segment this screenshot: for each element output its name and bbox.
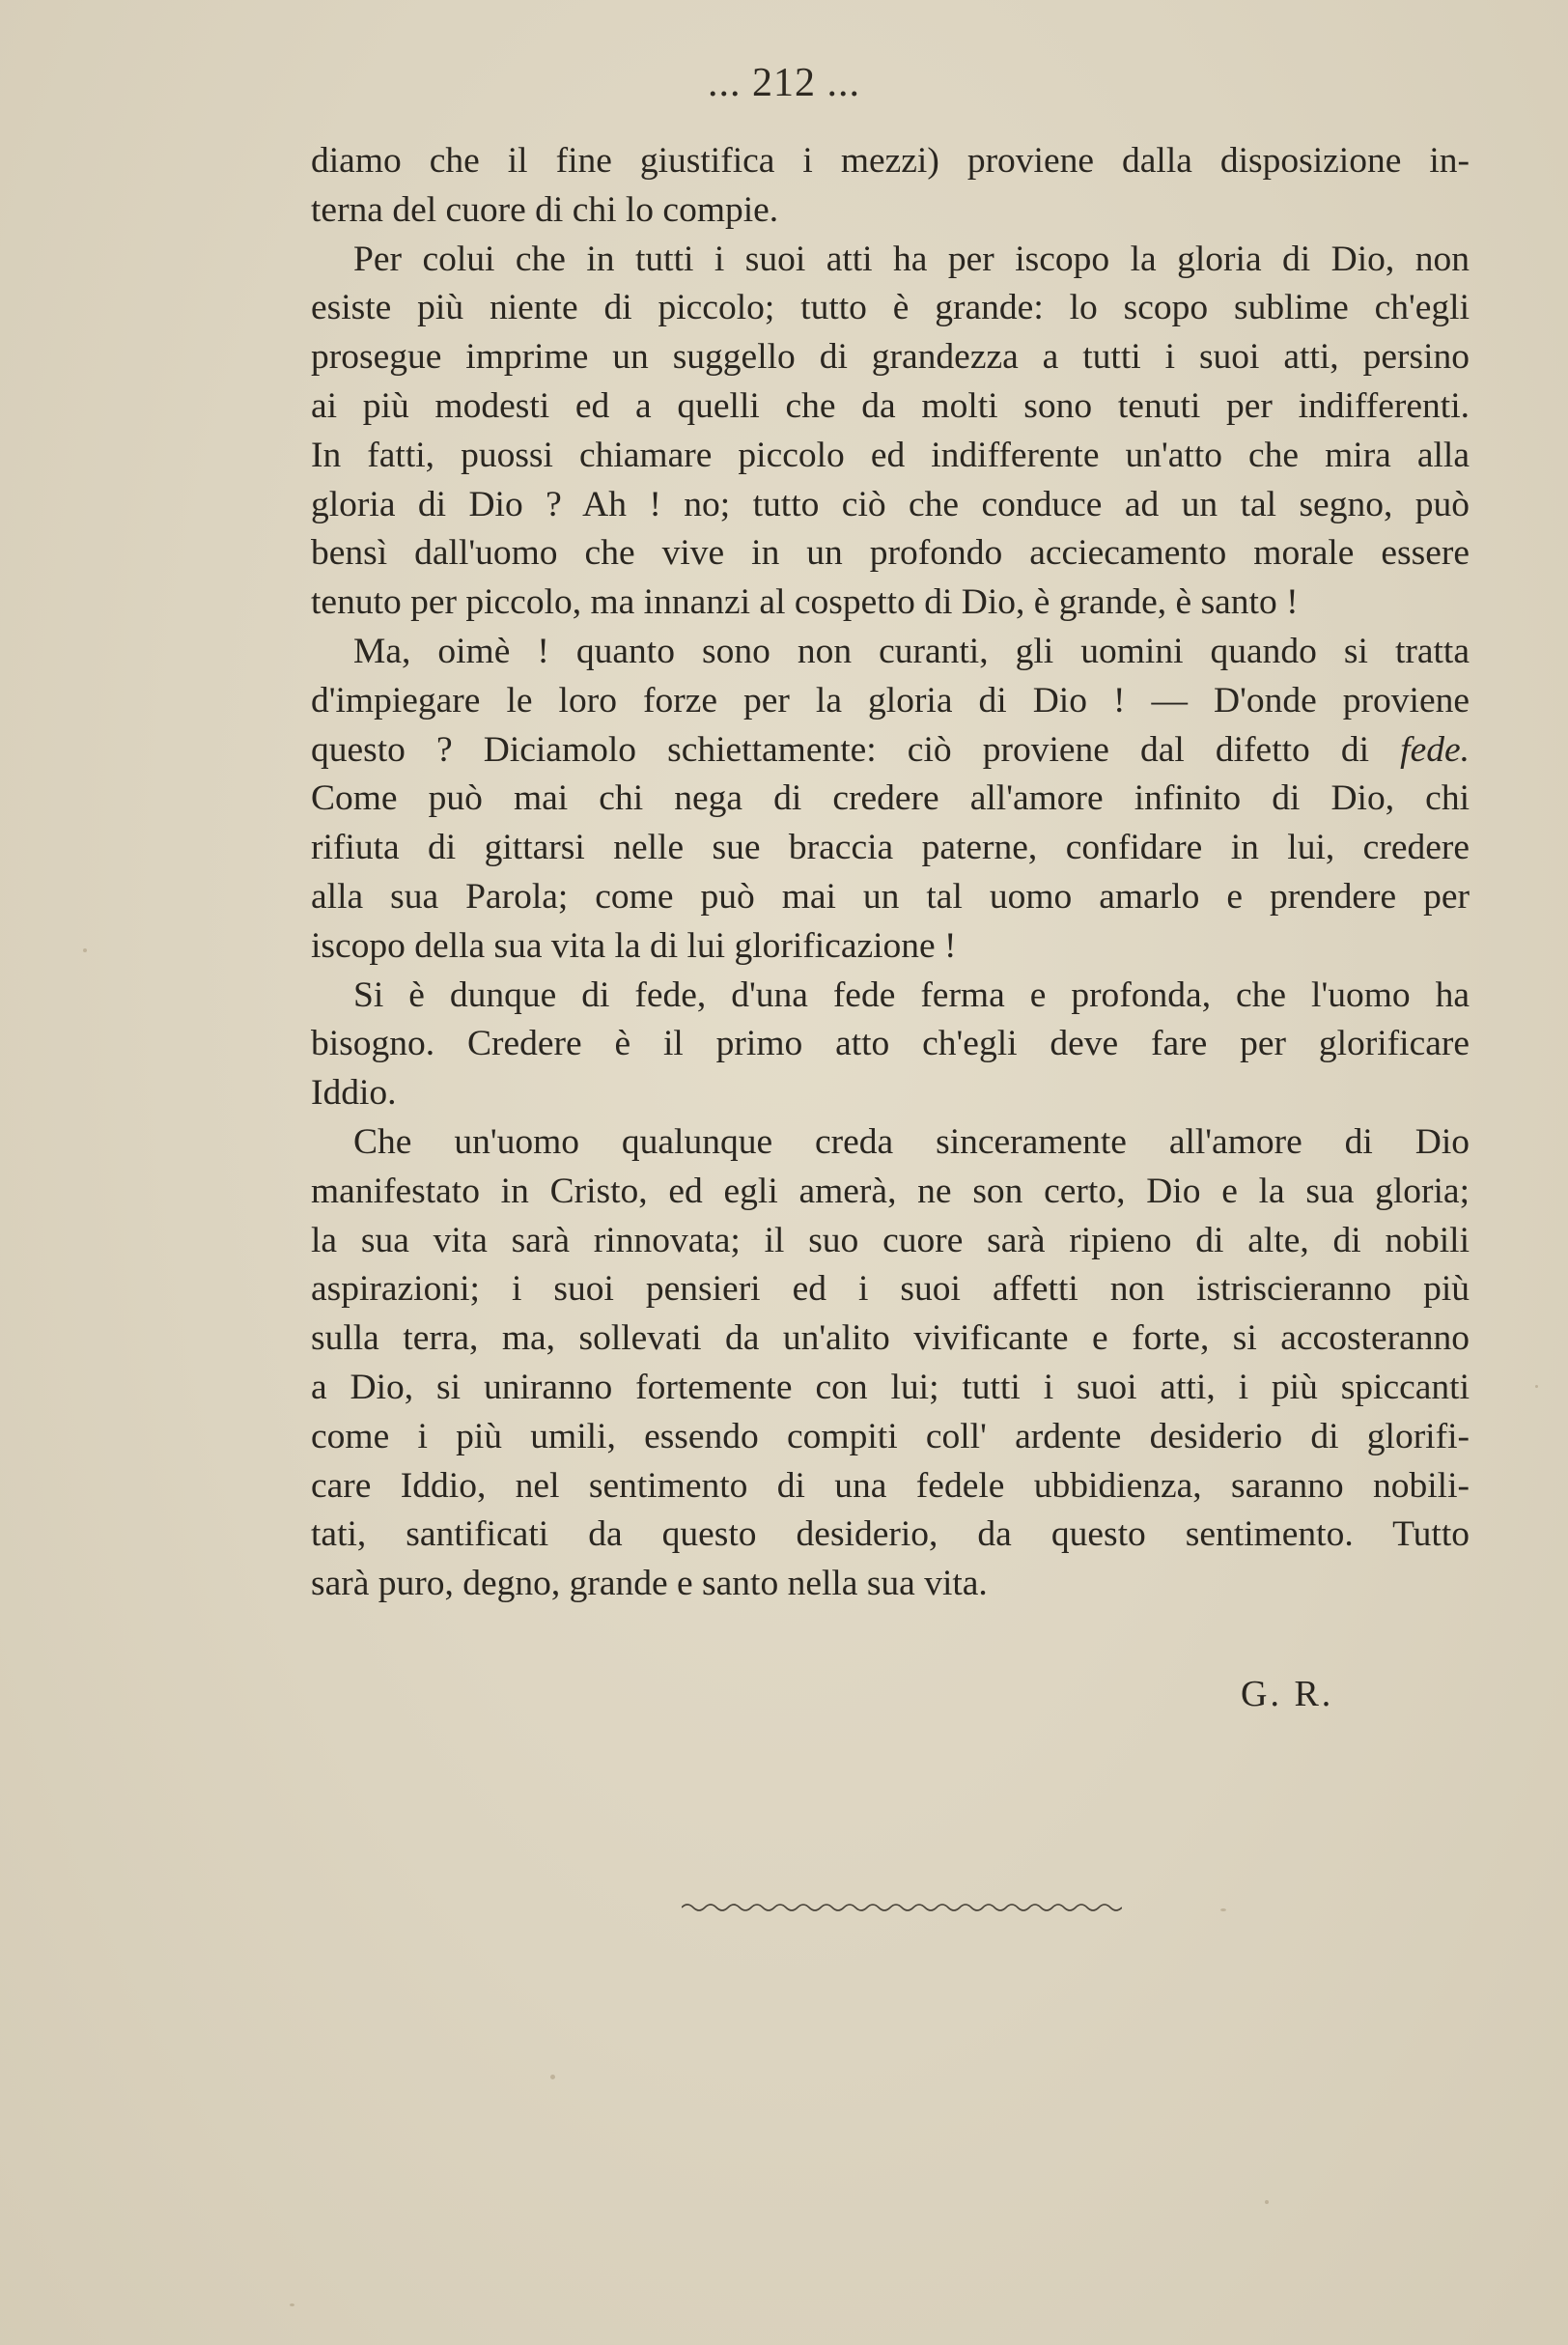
paragraph-1	[311, 137, 1470, 236]
paragraph-2	[311, 236, 1470, 628]
text-line: come i più umili, essendo compiti coll' ardente desiderio di glorifi-	[311, 1416, 1470, 1456]
text-line: rifiuta di gittarsi nelle sue braccia paterne, confidare in lui, credere	[311, 828, 1470, 868]
body-text	[311, 137, 1470, 1609]
text-line: alla sua Parola; come può mai un tal uomo amarlo e prendere per	[311, 876, 1470, 917]
text-line: prosegue imprime un suggello di grandezza a tutti i suoi atti, persino	[311, 337, 1470, 378]
text-line: iscopo della sua vita la di lui glorificazione !	[311, 925, 957, 966]
text-line: esiste più niente di piccolo; tutto è grande: lo scopo sublime ch'egli	[311, 288, 1470, 328]
paper-spot	[290, 2303, 294, 2306]
text-line: In fatti, puossi chiamare piccolo ed indifferente un'atto che mira alla	[311, 435, 1470, 475]
text-line: la sua vita sarà rinnovata; il suo cuore sarà ripieno di alte, di nobili	[311, 1220, 1470, 1260]
text-line: sulla terra, ma, sollevati da un'alito vivificante e forte, si accosteranno	[311, 1318, 1470, 1359]
text-line: diamo che il fine giustifica i mezzi) proviene dalla disposizione in-	[311, 141, 1470, 181]
paragraph-4	[311, 972, 1470, 1118]
text-line: tenuto per piccolo, ma innanzi al cospetto di Dio, è grande, è santo !	[311, 582, 1299, 623]
page-number: ... 212 ...	[708, 61, 860, 105]
paper-spot	[1535, 1385, 1538, 1388]
text-line: terna del cuore di chi lo compie.	[311, 189, 779, 230]
text-segment: questo ? Diciamolo schiettamente: ciò proviene dal difetto di	[311, 729, 1370, 770]
text-line: Per colui che in tutti i suoi atti ha per iscopo la gloria di Dio, non	[353, 239, 1470, 279]
text-line: Si è dunque di fede, d'una fede ferma e profonda, che l'uomo ha	[353, 975, 1470, 1015]
text-line: d'impiegare le loro forze per la gloria di Dio ! — D'onde proviene	[311, 680, 1470, 720]
emphasized-word: fede.	[1400, 729, 1470, 770]
paper-spot	[83, 948, 87, 952]
paper-spot	[1265, 2200, 1269, 2204]
text-line: Iddio.	[311, 1073, 397, 1114]
text-line: bisogno. Credere è il primo atto ch'egli deve fare per glorificare	[311, 1024, 1470, 1064]
text-line-with-emphasis	[311, 726, 1470, 776]
text-line: sarà puro, degno, grande e santo nella sua vita.	[311, 1564, 988, 1604]
text-line: tati, santificati da questo desiderio, da questo sentimento. Tutto	[311, 1514, 1470, 1555]
text-line: Che un'uomo qualunque creda sinceramente all'amore di Dio	[353, 1121, 1470, 1162]
text-line: a Dio, si uniranno fortemente con lui; tutti i suoi atti, i più spiccanti	[311, 1367, 1470, 1407]
author-signature: G. R.	[1241, 1674, 1334, 1714]
paragraph-5	[311, 1118, 1470, 1609]
text-line: Come può mai chi nega di credere all'amore infinito di Dio, chi	[311, 778, 1470, 819]
text-line: gloria di Dio ? Ah ! no; tutto ciò che conduce ad un tal segno, può	[311, 484, 1470, 524]
text-line: aspirazioni; i suoi pensieri ed i suoi affetti non istriscieranno più	[311, 1269, 1470, 1310]
text-line: ai più modesti ed a quelli che da molti sono tenuti per indifferenti.	[311, 385, 1470, 426]
text-line: manifestato in Cristo, ed egli amerà, ne son certo, Dio e la sua gloria;	[311, 1171, 1470, 1211]
paper-spot	[1220, 1908, 1226, 1911]
text-line: care Iddio, nel sentimento di una fedele ubbidienza, saranno nobili-	[311, 1465, 1470, 1506]
wavy-rule-ornament	[682, 1901, 1122, 1914]
text-line: Ma, oimè ! quanto sono non curanti, gli uomini quando si tratta	[353, 631, 1470, 671]
paragraph-3	[311, 628, 1470, 972]
text-line: bensì dall'uomo che vive in un profondo acciecamento morale essere	[311, 533, 1470, 574]
paper-spot	[550, 2075, 555, 2079]
